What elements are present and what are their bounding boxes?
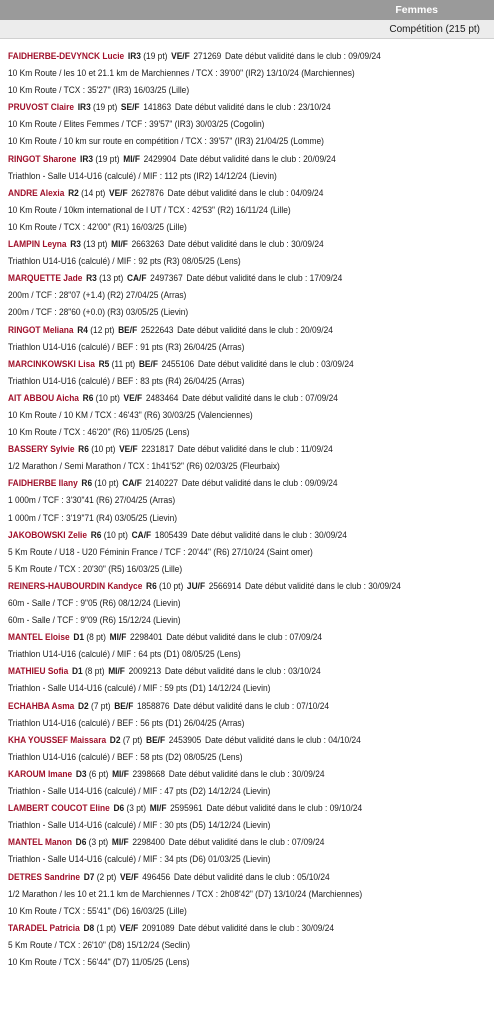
athlete-entry [8,99,494,150]
athlete-header-line [8,527,486,544]
athlete-name[interactable]: MANTEL Eloise [8,632,70,643]
athlete-name[interactable]: PRUVOST Claire [8,102,75,113]
result-line: 10 Km Route / TCX : 42'00" (R1) 16/03/25 (Lille) [8,221,187,232]
section-title: Femmes [395,4,438,16]
athlete-license: 141863 [143,102,172,113]
athlete-license: 2398668 [132,768,166,779]
athlete-header-line [8,185,486,202]
athlete-category: MI/F [108,666,125,677]
athlete-name[interactable]: BASSERY Sylvie [8,444,75,455]
athlete-category: MI/F [112,768,129,779]
athlete-entry [8,732,494,766]
athlete-name[interactable]: FAIDHERBE-DEVYNCK Lucie [8,51,125,61]
competition-points: Compétition (215 pt) [389,24,480,35]
athlete-license: 2522643 [140,324,174,335]
athlete-header-line [8,475,486,492]
athlete-entry [8,629,494,663]
result-line: Triathlon - Salle U14-U16 (calculé) / MIF : 34 pts (D6) 01/03/25 (Lievin) [8,854,271,865]
athlete-points: (10 pt) [103,529,128,540]
athlete-header-line [8,236,486,253]
athlete-entry [8,441,494,475]
athlete-points: (11 pt) [111,358,136,369]
athlete-level: R6 [82,392,94,403]
athlete-validity: Date début validité dans le club : 30/09/24 [167,239,324,250]
result-line: 5 Km Route / TCX : 26'10" (D8) 15/12/24 (Seclin) [8,939,191,950]
athlete-license: 1858876 [136,700,170,711]
result-line: 10 Km Route / TCX : 56'44" (D7) 11/05/25 (Lens) [8,956,190,967]
athlete-category: VE/F [119,922,139,933]
result-line: 10 Km Route / TCX : 55'41" (D6) 16/03/25 (Lille) [8,905,187,916]
athlete-entry [8,236,494,270]
athlete-license: 2140227 [145,478,179,489]
athlete-header-line [8,390,486,407]
athlete-name[interactable]: ANDRE Alexia [8,187,65,198]
athlete-points: (10 pt) [91,444,116,455]
athlete-category: VE/F [171,51,190,61]
result-line: 10 Km Route / TCX : 35'27" (IR3) 16/03/25 (Lille) [8,85,190,96]
result-line: 10 Km Route / les 10 et 21.1 km de Marchiennes / TCX : 39'00" (IR2) 13/10/24 (Marchiennes) [8,68,355,79]
result-line: 1/2 Marathon / les 10 et 21.1 km de Marchiennes / TCX : 2h08'42" (D7) 13/10/24 (Marchiennes) [8,888,363,899]
athlete-name[interactable]: MANTEL Manon [8,837,72,848]
athlete-points: (19 pt) [143,51,168,61]
athlete-license: 2566914 [208,580,242,591]
athlete-entry [8,356,494,390]
result-line: 5 Km Route / TCX : 20'30" (R5) 16/03/25 (Lille) [8,563,183,574]
competition-subheader [0,20,494,39]
athlete-header-line [8,920,486,937]
athlete-points: (19 pt) [95,153,120,164]
athlete-list [0,39,494,971]
athlete-points: (14 pt) [81,187,106,198]
athlete-points: (19 pt) [93,102,118,113]
athlete-name[interactable]: ECHAHBA Asma [8,700,75,711]
athlete-header-line [8,356,486,373]
result-line: Triathlon U14-U16 (calculé) / MIF : 92 pts (R3) 08/05/25 (Lens) [8,256,241,267]
athlete-name[interactable]: LAMBERT COUCOT Eline [8,803,110,814]
athlete-license: 496456 [142,871,171,882]
athlete-license: 2298400 [132,837,165,848]
athlete-points: (1 pt) [96,922,116,933]
athlete-points: (7 pt) [91,700,111,711]
athlete-validity: Date début validité dans le club : 20/09/24 [177,324,333,335]
athlete-entry [8,322,494,356]
athlete-header-line [8,869,486,886]
result-line: 200m / TCF : 28"07 (+1.4) (R2) 27/04/25 (Arras) [8,290,187,301]
athlete-category: MI/F [111,837,129,848]
athlete-header-line [8,151,486,168]
athlete-level: IR3 [80,153,94,164]
athlete-header-line [8,800,486,817]
athlete-level: R6 [81,478,93,489]
athlete-entry [8,698,494,732]
athlete-category: VE/F [119,871,139,882]
athlete-entry [8,390,494,441]
athlete-name[interactable]: KAROUM Imane [8,768,73,779]
athlete-level: R3 [70,239,81,250]
athlete-entry [8,270,494,321]
athlete-validity: Date début validité dans le club : 04/09/24 [167,187,324,198]
athlete-category: MI/F [109,632,127,643]
athlete-validity: Date début validité dans le club : 09/10/24 [206,803,363,814]
athlete-level: D1 [73,632,85,643]
athlete-level: D7 [83,871,95,882]
athlete-license: 2429904 [143,153,177,164]
athlete-category: JU/F [186,580,206,591]
athlete-license: 2009213 [128,666,162,677]
athlete-points: (7 pt) [122,734,143,745]
athlete-entry [8,475,494,526]
athlete-validity: Date début validité dans le club : 09/09/24 [181,478,338,489]
athlete-level: R6 [146,580,157,591]
athlete-header-line [8,663,486,680]
result-line: Triathlon - Salle U14-U16 (calculé) / MIF : 59 pts (D1) 14/12/24 (Lievin) [8,683,271,694]
athlete-header-line [8,441,486,458]
athlete-entry [8,185,494,236]
athlete-validity: Date début validité dans le club : 30/09/24 [191,529,347,540]
athlete-points: (2 pt) [96,871,117,882]
athlete-entry [8,151,494,185]
athlete-entry [8,527,494,578]
athlete-category: VE/F [119,444,138,455]
athlete-validity: Date début validité dans le club : 07/09/24 [182,392,338,403]
athlete-points: (6 pt) [88,768,109,779]
section-header [0,0,494,20]
result-line: Triathlon U14-U16 (calculé) / BEF : 56 pts (D1) 26/04/25 (Arras) [8,717,245,728]
athlete-name[interactable]: JAKOBOWSKI Zelie [8,529,88,540]
athlete-validity: Date début validité dans le club : 07/10/24 [173,700,330,711]
athlete-entry [8,869,494,920]
athlete-header-line [8,578,486,595]
athlete-license: 2483464 [145,392,179,403]
athlete-header-line [8,629,486,646]
athlete-validity: Date début validité dans le club : 23/10/24 [174,102,331,113]
athlete-name[interactable]: RINGOT Meliana [8,324,74,335]
athlete-points: (3 pt) [126,803,147,814]
athlete-category: VE/F [108,187,128,198]
athlete-license: 2453905 [168,734,202,745]
athlete-category: BE/F [138,358,158,369]
athlete-entry [8,48,494,99]
athlete-header-line [8,766,486,783]
athlete-validity: Date début validité dans le club : 11/09/24 [177,444,333,455]
athlete-license: 1805439 [154,529,188,540]
result-line: 10 Km Route / Elites Femmes / TCF : 39'57" (IR3) 30/03/25 (Cogolin) [8,119,265,130]
athlete-license: 271269 [193,51,222,61]
result-line: 5 Km Route / U18 - U20 Féminin France / TCF : 20'44" (R6) 27/10/24 (Saint omer) [8,546,313,557]
result-line: 10 Km Route / 10 km sur route en compétition / TCX : 39'57" (IR3) 21/04/25 (Lomme) [8,136,324,147]
athlete-name[interactable]: DETRES Sandrine [8,871,81,882]
athlete-points: (10 pt) [159,580,184,591]
athlete-category: BE/F [114,700,134,711]
athlete-entry [8,578,494,629]
athlete-license: 2497367 [150,273,183,284]
athlete-name[interactable]: AIT ABBOU Aicha [8,392,79,403]
athlete-name[interactable]: LAMPIN Leyna [8,239,67,250]
result-line: 1 000m / TCF : 3'19"71 (R4) 03/05/25 (Lievin) [8,512,178,523]
athlete-points: (3 pt) [88,837,109,848]
result-line: 60m - Salle / TCF : 9"09 (R6) 15/12/24 (Lievin) [8,615,181,626]
athlete-validity: Date début validité dans le club : 17/09/24 [186,273,343,284]
athlete-level: D2 [109,734,121,745]
result-line: 10 Km Route / 10km international de l UT / TCX : 42'53" (R2) 16/11/24 (Lille) [8,204,291,215]
athlete-name[interactable]: KHA YOUSSEF Maissara [8,734,107,745]
athlete-level: D3 [75,768,87,779]
athlete-license: 2595961 [170,803,203,814]
athlete-license: 2091089 [141,922,175,933]
athlete-level: IR3 [127,51,141,61]
athlete-header-line [8,99,486,116]
result-line: Triathlon U14-U16 (calculé) / BEF : 91 pts (R3) 26/04/25 (Arras) [8,341,245,352]
athlete-level: IR3 [77,102,91,113]
athlete-name[interactable]: REINERS-HAUBOURDIN Kandyce [8,580,143,591]
athlete-points: (8 pt) [84,666,105,677]
athlete-validity: Date début validité dans le club : 30/09/24 [178,922,335,933]
athlete-level: D8 [83,922,95,933]
result-line: Triathlon - Salle U14-U16 (calculé) / MIF : 47 pts (D2) 14/12/24 (Lievin) [8,786,271,797]
result-line: 200m / TCF : 28"60 (+0.0) (R3) 03/05/25 (Lievin) [8,307,189,318]
athlete-points: (13 pt) [99,273,124,284]
result-line: 10 Km Route / TCX : 46'20" (R6) 11/05/25 (Lens) [8,427,190,438]
result-line: 1 000m / TCF : 3'30"41 (R6) 27/04/25 (Arras) [8,495,176,506]
athlete-level: R5 [98,358,110,369]
athlete-license: 2455106 [161,358,195,369]
result-line: 10 Km Route / 10 KM / TCX : 46'43" (R6) 30/03/25 (Valenciennes) [8,409,253,420]
athlete-validity: Date début validité dans le club : 05/10/24 [173,871,330,882]
athlete-category: MI/F [111,239,128,250]
athlete-header-line [8,834,486,851]
athlete-header-line [8,698,486,715]
athlete-header-line [8,48,486,65]
athlete-header-line [8,732,486,749]
athlete-level: D6 [75,837,87,848]
athlete-points: (13 pt) [83,239,108,250]
athlete-category: CA/F [131,529,152,540]
athlete-validity: Date début validité dans le club : 04/10/24 [205,734,361,745]
athlete-entry [8,834,494,868]
athlete-name[interactable]: MARCINKOWSKI Lisa [8,358,95,369]
athlete-level: D2 [78,700,89,711]
athlete-validity: Date début validité dans le club : 03/10/24 [164,666,321,677]
athlete-validity: Date début validité dans le club : 03/09/24 [197,358,354,369]
athlete-validity: Date début validité dans le club : 30/09/24 [245,580,401,591]
result-line: Triathlon U14-U16 (calculé) / BEF : 58 pts (D2) 08/05/25 (Lens) [8,751,243,762]
athlete-category: CA/F [126,273,147,284]
result-line: 1/2 Marathon / Semi Marathon / TCX : 1h41'52" (R6) 02/03/25 (Fleurbaix) [8,461,280,472]
athlete-level: R4 [77,324,88,335]
athlete-category: CA/F [122,478,142,489]
athlete-validity: Date début validité dans le club : 30/09/24 [168,768,325,779]
athlete-license: 2231817 [141,444,174,455]
athlete-header-line [8,322,486,339]
athlete-category: BE/F [118,324,138,335]
athlete-level: D6 [113,803,125,814]
athlete-validity: Date début validité dans le club : 20/09/24 [179,153,336,164]
athlete-entry [8,800,494,834]
athlete-validity: Date début validité dans le club : 07/09/24 [168,837,325,848]
athlete-license: 2663263 [131,239,165,250]
athlete-points: (12 pt) [90,324,115,335]
result-line: 60m - Salle / TCF : 9"05 (R6) 08/12/24 (Lievin) [8,598,181,608]
athlete-entry [8,920,494,971]
athlete-validity: Date début validité dans le club : 07/09/24 [166,632,323,643]
result-line: Triathlon - Salle U14-U16 (calculé) / MIF : 30 pts (D5) 14/12/24 (Lievin) [8,820,271,831]
athlete-points: (8 pt) [86,632,106,643]
athlete-validity: Date début validité dans le club : 09/09/24 [225,51,381,61]
athlete-license: 2627876 [131,187,164,198]
athlete-name[interactable]: TARADEL Patricia [8,922,80,933]
athlete-category: MI/F [149,803,167,814]
athlete-header-line [8,270,486,287]
athlete-category: SE/F [120,102,140,113]
athlete-license: 2298401 [130,632,163,643]
athlete-category: MI/F [123,153,140,164]
athlete-entry [8,766,494,800]
athlete-level: R3 [86,273,97,284]
athlete-level: D1 [71,666,83,677]
athlete-name[interactable]: MATHIEU Sofia [8,666,69,677]
athlete-name[interactable]: FAIDHERBE Ilany [8,478,78,489]
athlete-level: R6 [90,529,102,540]
result-line: Triathlon - Salle U14-U16 (calculé) / MIF : 112 pts (IR2) 14/12/24 (Lievin) [8,170,277,181]
athlete-category: VE/F [123,392,143,403]
athlete-name[interactable]: RINGOT Sharone [8,153,77,164]
athlete-level: R2 [68,187,79,198]
result-line: Triathlon U14-U16 (calculé) / MIF : 64 pts (D1) 08/05/25 (Lens) [8,649,241,660]
athlete-entry [8,663,494,697]
result-line: Triathlon U14-U16 (calculé) / BEF : 83 pts (R4) 26/04/25 (Arras) [8,375,245,386]
athlete-name[interactable]: MARQUETTE Jade [8,273,83,284]
athlete-category: BE/F [146,734,166,745]
athlete-level: R6 [78,444,89,455]
athlete-points: (10 pt) [95,392,120,403]
athlete-points: (10 pt) [94,478,119,489]
